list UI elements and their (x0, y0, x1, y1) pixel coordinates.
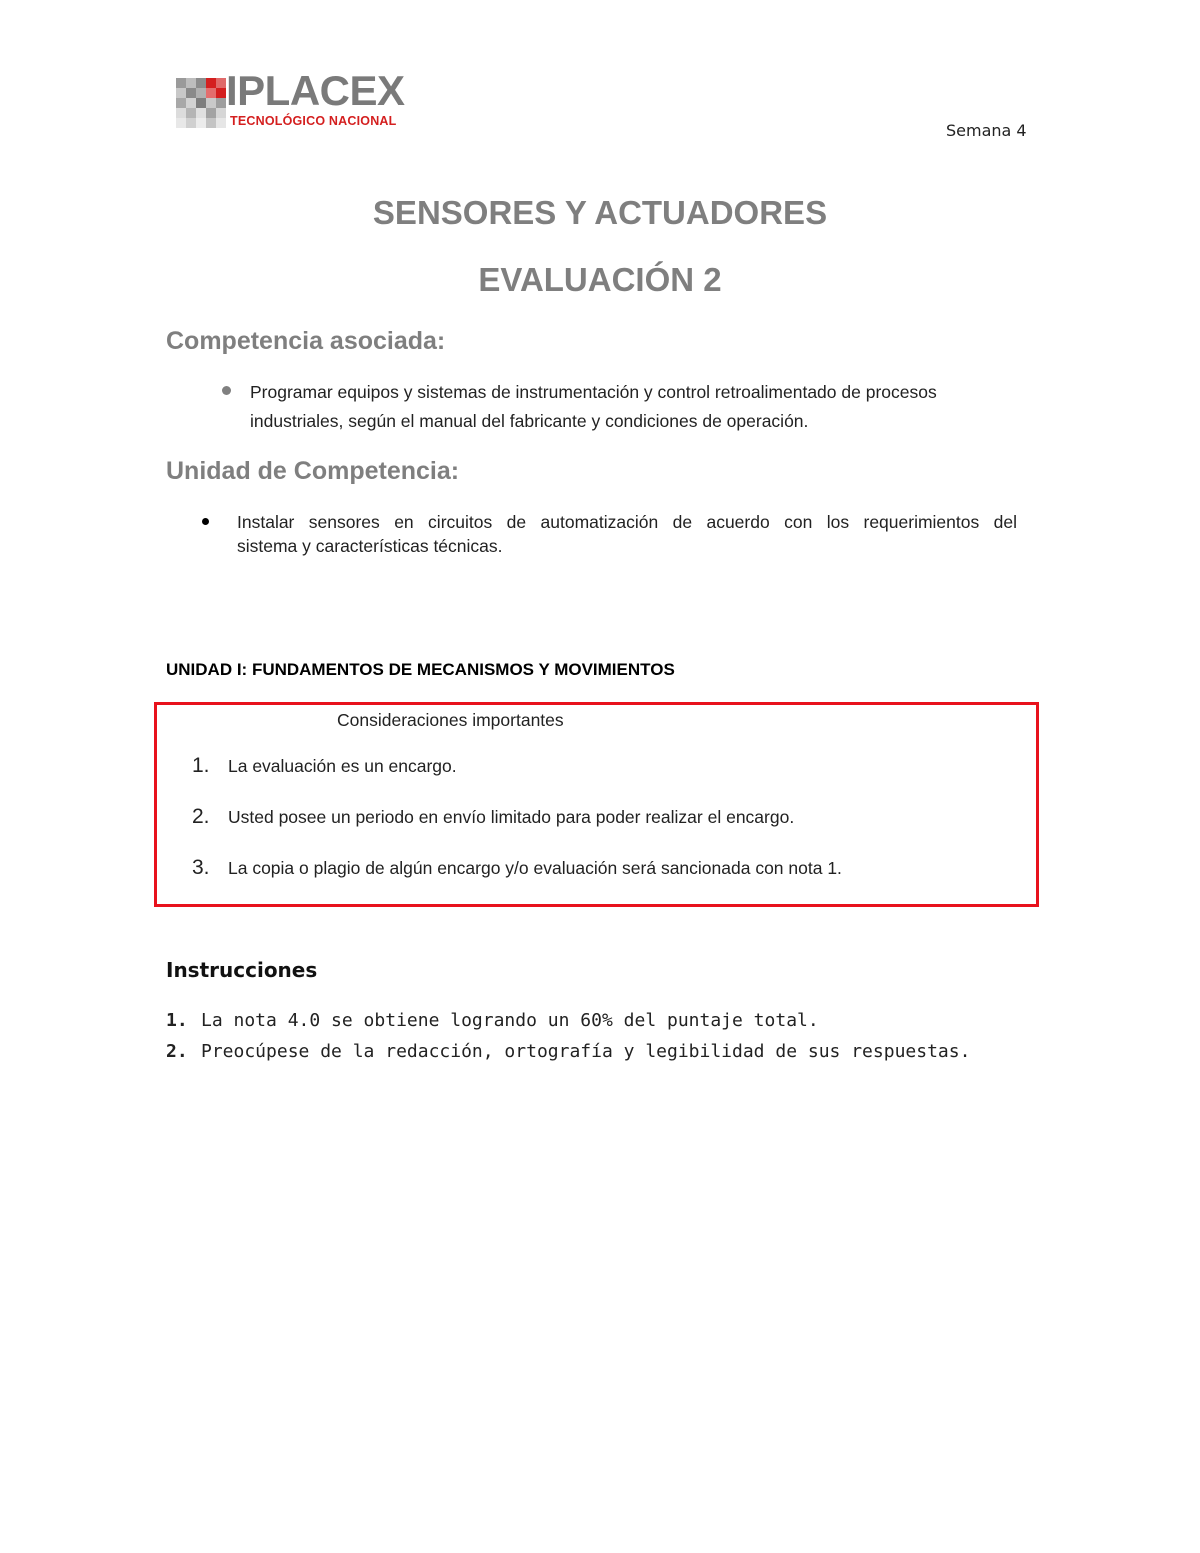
bullet-icon (202, 518, 209, 525)
competencia-list-item (222, 378, 1022, 438)
unidad-competencia-list-item (200, 510, 1030, 560)
list-item (192, 856, 842, 880)
list-item-text: La copia o plagio de algún encargo y/o evaluación será sancionada con nota 1. (228, 858, 842, 878)
list-item (192, 805, 794, 829)
considerations-box (154, 702, 1039, 907)
list-item (192, 754, 457, 778)
list-item (166, 1041, 970, 1062)
unidad-competencia-item-line2: sistema y características técnicas. (237, 536, 503, 556)
competencia-heading: Competencia asociada: (166, 327, 446, 355)
unidad-competencia-item-line1: Instalar sensores en circuitos de automatización de acuerdo con los requerimientos del (237, 512, 1017, 532)
logo-wordmark: IPLACEX (226, 67, 405, 114)
unit-heading: UNIDAD I: FUNDAMENTOS DE MECANISMOS Y MOVIMIENTOS (166, 660, 675, 679)
list-item-number: 2. (166, 1041, 188, 1062)
list-item-number: 3. (192, 856, 210, 879)
list-item-text: Preocúpese de la redacción, ortografía y legibilidad de sus respuestas. (201, 1041, 971, 1062)
list-item (166, 1010, 819, 1031)
list-item-text: La evaluación es un encargo. (228, 756, 457, 776)
iplacex-logo (176, 67, 416, 132)
unidad-competencia-heading: Unidad de Competencia: (166, 457, 460, 485)
list-item-number: 2. (192, 805, 210, 828)
week-label: Semana 4 (946, 121, 1027, 140)
logo-mosaic-icon (176, 78, 228, 128)
logo-subtitle: TECNOLÓGICO NACIONAL (230, 114, 397, 128)
evaluation-title: EVALUACIÓN 2 (478, 261, 722, 298)
course-title: SENSORES Y ACTUADORES (372, 194, 828, 231)
list-item-text: Usted posee un periodo en envío limitado para poder realizar el encargo. (228, 807, 795, 827)
list-item-number: 1. (192, 754, 210, 777)
bullet-icon (222, 386, 231, 395)
competencia-item-line2: industriales, según el manual del fabricante y condiciones de operación. (250, 411, 809, 431)
considerations-title: Consideraciones importantes (337, 710, 564, 730)
list-item-number: 1. (166, 1010, 188, 1031)
instructions-heading: Instrucciones (166, 958, 318, 982)
competencia-item-line1: Programar equipos y sistemas de instrumentación y control retroalimentado de procesos (250, 382, 937, 402)
list-item-text: La nota 4.0 se obtiene logrando un 60% del puntaje total. (201, 1010, 819, 1031)
